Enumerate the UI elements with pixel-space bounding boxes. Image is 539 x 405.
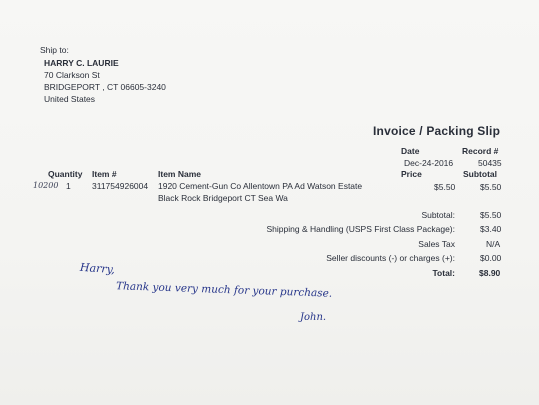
price-label: Price [401,169,422,179]
subtotal-value: $5.50 [480,210,502,220]
handwritten-item-note: 10200 [33,181,59,190]
ship-to-country: United States [44,94,96,104]
subtotal-column-label: Subtotal [463,169,497,179]
item-number-header: Item # [92,169,117,179]
invoice-title: Invoice / Packing Slip [373,124,501,138]
total-value: $8.90 [479,268,501,278]
item-quantity: 1 [66,181,71,191]
ship-to-label: Ship to: [40,45,69,55]
subtotal-label: Subtotal: [421,210,455,220]
quantity-header: Quantity [48,169,83,179]
record-label: Record # [462,146,499,156]
item-name-line-2: Black Rock Bridgeport CT Sea Wa [158,193,288,203]
ship-to-city-line: BRIDGEPORT , CT 06605-3240 [44,82,166,92]
discount-label: Seller discounts (-) or charges (+): [326,253,455,263]
handwritten-message: Thank you very much for your purchase. [115,280,333,300]
ship-to-street: 70 Clarkson St [44,70,100,80]
shipping-label: Shipping & Handling (USPS First Class Package): [266,224,455,234]
total-label: Total: [432,268,455,278]
sales-tax-label: Sales Tax [418,239,455,249]
ship-to-name: HARRY C. LAURIE [44,58,119,68]
sales-tax-value: N/A [486,239,501,249]
record-value: 50435 [478,158,502,168]
date-label: Date [401,146,420,156]
item-number: 311754926004 [92,181,149,191]
discount-value: $0.00 [480,253,502,263]
item-name-header: Item Name [158,169,201,179]
date-value: Dec-24-2016 [404,158,454,168]
item-name-line-1: 1920 Cement-Gun Co Allentown PA Ad Watson Estate [158,181,363,191]
item-price: $5.50 [434,182,456,192]
shipping-value: $3.40 [480,224,502,234]
handwritten-greeting: Harry, [79,260,116,277]
handwritten-signature: John. [300,312,327,323]
item-subtotal: $5.50 [480,182,502,192]
